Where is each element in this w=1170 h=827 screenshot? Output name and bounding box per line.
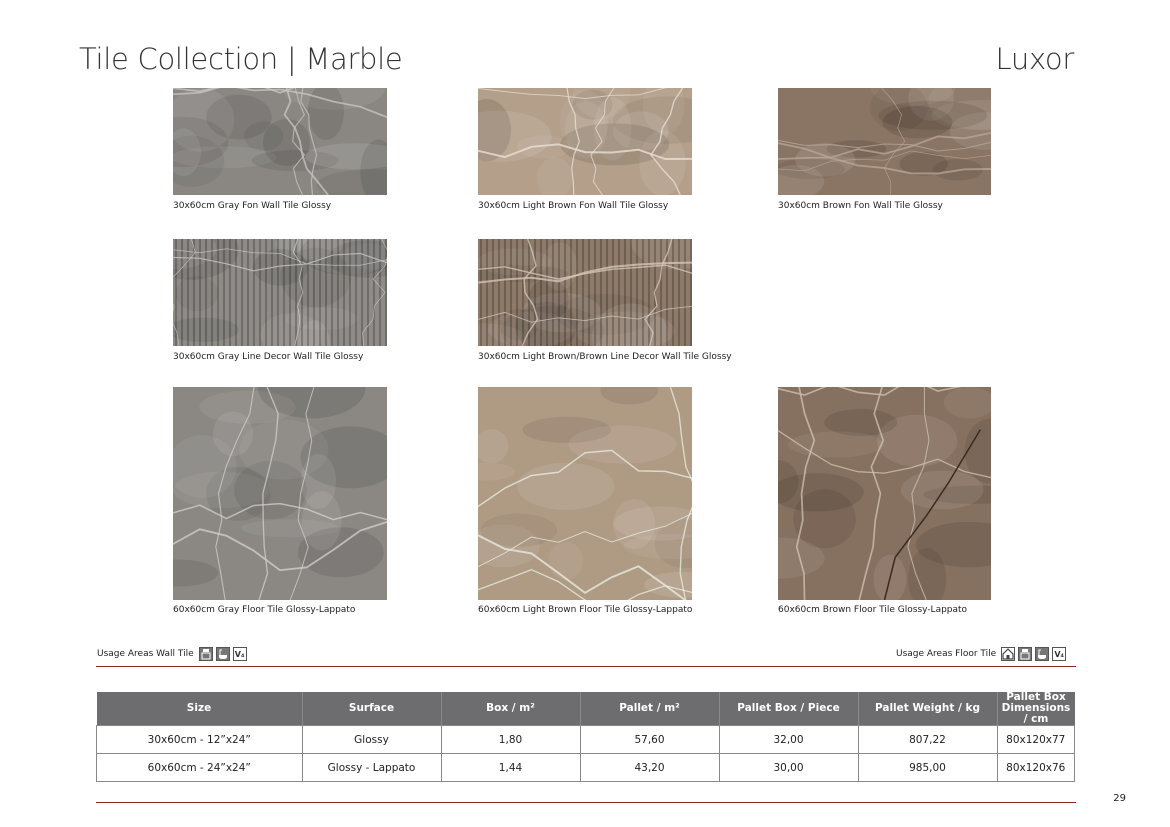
- tile-caption: 60x60cm Light Brown Floor Tile Glossy-Lappato: [478, 605, 693, 615]
- tile-caption: 30x60cm Brown Fon Wall Tile Glossy: [778, 201, 943, 211]
- table-header-row: [97, 692, 1075, 726]
- house-icon: [1001, 647, 1015, 661]
- page-number: 29: [1113, 793, 1126, 804]
- table-row: [97, 754, 1075, 782]
- usage-areas-wall: [97, 647, 247, 661]
- table-cell: 80x120x77: [997, 726, 1075, 754]
- column-header: Pallet Box Dimensions / cm: [997, 692, 1075, 726]
- bathroom-icon: [1035, 647, 1049, 661]
- tile-card: [478, 387, 758, 619]
- series-name: Luxor: [995, 42, 1074, 76]
- marble-texture: [778, 88, 991, 195]
- tile-caption: 60x60cm Gray Floor Tile Glossy-Lappato: [173, 605, 356, 615]
- column-header: Box / m²: [441, 692, 580, 726]
- footer-line: [96, 802, 1076, 803]
- table-cell: 30,00: [719, 754, 858, 782]
- marble-texture: [778, 387, 991, 600]
- tile-image: [778, 88, 991, 195]
- table-cell: Glossy: [302, 726, 441, 754]
- marble-texture: [478, 387, 692, 600]
- tile-card: [173, 387, 433, 619]
- page-title: Tile Collection | Marble: [79, 42, 403, 76]
- marble-texture: [173, 239, 387, 346]
- column-header: Pallet Box / Piece: [719, 692, 858, 726]
- specification-table: [96, 692, 1075, 782]
- tile-caption: 30x60cm Light Brown Fon Wall Tile Glossy: [478, 201, 669, 211]
- marble-texture: [173, 88, 387, 195]
- tile-card: [478, 239, 778, 364]
- kitchen-icon: [199, 647, 213, 661]
- table-cell: 807,22: [858, 726, 997, 754]
- tile-image: [173, 239, 387, 346]
- marble-texture: [478, 239, 692, 346]
- column-header: Surface: [302, 692, 441, 726]
- tile-card: [173, 239, 433, 364]
- usage-floor-label: Usage Areas Floor Tile: [896, 649, 997, 659]
- divider-line: [96, 666, 1076, 667]
- tile-caption: 30x60cm Gray Fon Wall Tile Glossy: [173, 201, 332, 211]
- column-header: Pallet / m²: [580, 692, 719, 726]
- tile-caption: 30x60cm Gray Line Decor Wall Tile Glossy: [173, 352, 364, 362]
- table-row: [97, 726, 1075, 754]
- tile-caption: 30x60cm Light Brown/Brown Line Decor Wall Tile Glossy: [478, 352, 732, 362]
- table-cell: 30x60cm - 12”x24”: [97, 726, 303, 754]
- column-header: Pallet Weight / kg: [858, 692, 997, 726]
- bathroom-icon: [216, 647, 230, 661]
- tile-image: [173, 88, 387, 195]
- column-header: Size: [97, 692, 303, 726]
- table-cell: Glossy - Lappato: [302, 754, 441, 782]
- table-cell: 80x120x76: [997, 754, 1075, 782]
- tile-image: [478, 387, 692, 600]
- tile-image: [778, 387, 991, 600]
- table-cell: 60x60cm - 24”x24”: [97, 754, 303, 782]
- tile-image: [478, 88, 692, 195]
- tile-card: [478, 88, 778, 213]
- v4-class-icon: V₄: [233, 647, 247, 661]
- table-cell: 43,20: [580, 754, 719, 782]
- table-cell: 32,00: [719, 726, 858, 754]
- tile-image: [173, 387, 387, 600]
- usage-wall-label: Usage Areas Wall Tile: [97, 649, 194, 659]
- tile-image: [478, 239, 692, 346]
- usage-areas-floor: [896, 647, 1066, 661]
- table-cell: 1,44: [441, 754, 580, 782]
- tile-caption: 60x60cm Brown Floor Tile Glossy-Lappato: [778, 605, 968, 615]
- tile-card: [778, 88, 1038, 213]
- v4-class-icon: V₄: [1052, 647, 1066, 661]
- tile-card: [173, 88, 388, 213]
- table-cell: 57,60: [580, 726, 719, 754]
- tile-card: [778, 387, 1038, 619]
- marble-texture: [478, 88, 692, 195]
- table-cell: 985,00: [858, 754, 997, 782]
- kitchen-icon: [1018, 647, 1032, 661]
- marble-texture: [173, 387, 387, 600]
- table-cell: 1,80: [441, 726, 580, 754]
